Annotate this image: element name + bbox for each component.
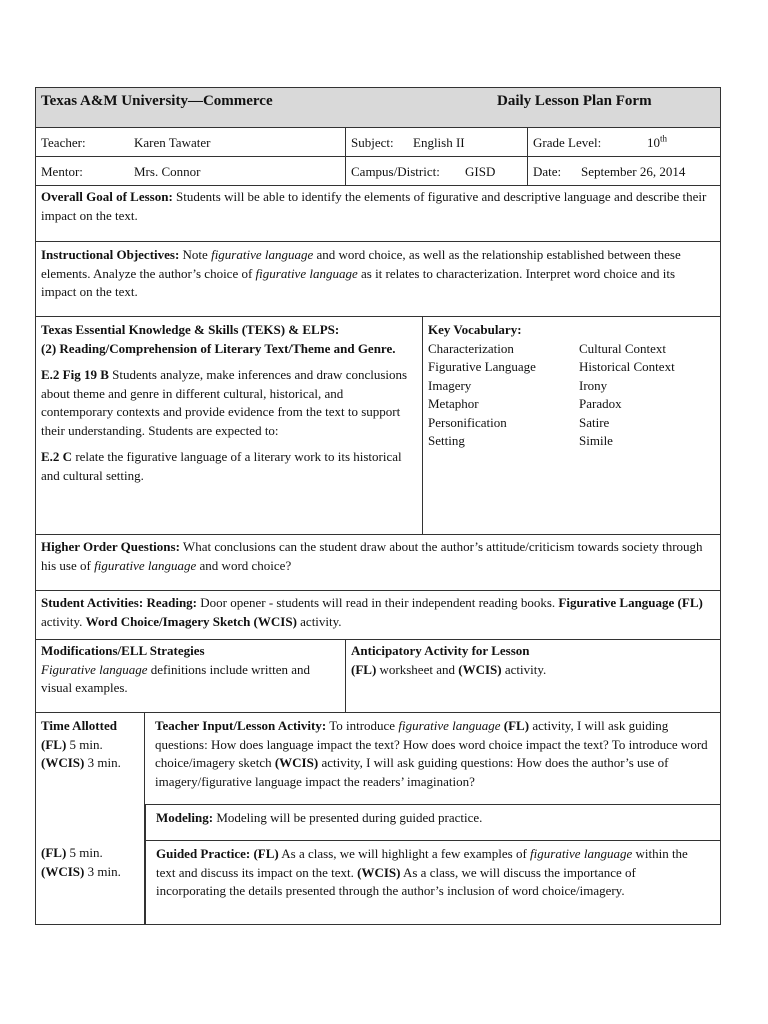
teacher-input-bold-2: (WCIS): [274, 755, 319, 770]
goal-row: [35, 186, 721, 242]
hoq-row: [35, 535, 721, 591]
time-label: Time Allotted: [41, 718, 117, 733]
mods-emphasis: Figurative language: [41, 661, 148, 677]
grade-value: 10: [647, 135, 660, 150]
objectives-emphasis-1: figurative language: [211, 247, 314, 262]
date-label: Date:: [533, 164, 562, 179]
objectives-row: [35, 242, 721, 317]
vocab-word: Cultural Context: [579, 340, 667, 356]
subject-value: English II: [413, 135, 465, 150]
grade-suffix: th: [660, 133, 668, 144]
subject-label: Subject:: [351, 135, 394, 150]
teacher-row: [35, 128, 721, 157]
vocab-word: Imagery: [428, 377, 472, 393]
vocab-word: Historical Context: [579, 359, 675, 374]
vocab-word: Metaphor: [428, 396, 479, 411]
time-fl-value: 5 min.: [66, 736, 103, 752]
vocab-word: Simile: [579, 433, 613, 448]
time-wcis2-value: 3 min.: [84, 863, 121, 879]
objectives-text-1: Note: [179, 247, 212, 262]
teks-e1-text: Students analyze, make inferences and draw conclusions about theme and genre in different cultural, historical, and contemporary contexts and provide evidence from the text to support their understanding. Students are expected to:: [41, 367, 408, 438]
guided-bold-1: (WCIS): [357, 864, 401, 880]
hoq-emphasis: figurative language: [94, 557, 197, 573]
campus-value: GISD: [465, 164, 496, 179]
form-title: Daily Lesson Plan Form: [497, 93, 652, 109]
guided-practice-cell: [145, 841, 720, 924]
anticipatory-cell: [345, 640, 720, 712]
vocab-word: Characterization: [428, 340, 514, 356]
vocab-word: Irony: [579, 377, 608, 393]
goal-label: Overall Goal of Lesson:: [41, 189, 173, 204]
mods-text: definitions include written and visual examples.: [41, 661, 310, 695]
vocab-word: Satire: [579, 414, 610, 430]
grade-cell: [527, 128, 720, 156]
anticipatory-bold-1: (FL): [351, 661, 377, 677]
subject-cell: [345, 128, 527, 156]
objectives-cell: [36, 242, 720, 316]
guided-emphasis: figurative language: [530, 846, 633, 861]
objectives-text-3: as it relates to characterization. Interpret word choice and its impact on the text.: [41, 265, 676, 299]
time-fl-label: (FL): [41, 736, 67, 752]
objectives-label: Instructional Objectives:: [41, 247, 180, 262]
teacher-input-text-1: To introduce: [326, 718, 399, 733]
teks-e2-label: E.2 C: [41, 449, 73, 464]
modeling-text: Modeling will be presented during guided practice.: [213, 810, 483, 825]
objectives-emphasis-2: figurative language: [255, 265, 358, 281]
lesson-plan-form: [35, 87, 721, 925]
teacher-name: Karen Tawater: [134, 135, 211, 150]
activities-text-2: activity.: [41, 613, 86, 629]
vocab-title: Key Vocabulary:: [428, 322, 522, 337]
teks-subtitle: (2) Reading/Comprehension of Literary Text/Theme and Genre.: [41, 340, 396, 356]
activities-text-1: Door opener - students will read in their independent reading books.: [197, 595, 559, 610]
mentor-cell: [36, 157, 345, 185]
goal-cell: [36, 186, 720, 241]
vocab-word: Personification: [428, 414, 507, 430]
teacher-input-bold-1: (FL): [503, 718, 530, 733]
anticipatory-text-1: worksheet and: [376, 661, 459, 677]
time-fl2-label: (FL): [41, 845, 67, 860]
mentor-name: Mrs. Connor: [134, 164, 201, 179]
time-wcis-label: (WCIS): [41, 755, 85, 770]
form-header: [35, 87, 721, 128]
hoq-text-2: and word choice?: [196, 557, 292, 573]
teacher-input-emphasis: figurative language: [398, 718, 501, 733]
time-cell: [36, 713, 144, 924]
date-cell: [527, 157, 720, 185]
time-wcis-value: 3 min.: [84, 755, 121, 770]
teacher-label: Teacher:: [41, 135, 86, 150]
teks-title: Texas Essential Knowledge & Skills (TEKS) & ELPS:: [41, 322, 340, 337]
vocab-word: Paradox: [579, 396, 622, 411]
modeling-label: Modeling:: [156, 810, 214, 825]
teacher-cell: [36, 128, 345, 156]
university-title: Texas A&M University—Commerce: [41, 93, 273, 109]
teks-cell: [36, 317, 422, 534]
time-fl2-value: 5 min.: [66, 845, 103, 860]
objectives-text-2: and word choice, as well as the relationship established between these elements. Analyze the author’s choice of: [41, 247, 681, 281]
campus-label: Campus/District:: [351, 164, 440, 179]
teacher-input-label: Teacher Input/Lesson Activity:: [155, 718, 327, 733]
anticipatory-label: Anticipatory Activity for Lesson: [351, 643, 530, 658]
campus-cell: [345, 157, 527, 185]
activities-row: [35, 591, 721, 640]
guided-text-2: within the text and discuss its impact on the text.: [156, 846, 688, 880]
modeling-cell: [145, 805, 720, 841]
hoq-label: Higher Order Questions:: [41, 539, 180, 554]
goal-text: Students will be able to identify the elements of figurative and descriptive language and describe their impact on the text.: [41, 189, 707, 223]
lesson-activities: [144, 713, 720, 924]
vocab-list: [428, 340, 715, 451]
activities-cell: [36, 591, 720, 639]
mods-row: [35, 640, 721, 713]
time-wcis2-label: (WCIS): [41, 863, 85, 879]
guided-text-3: As a class, we will discuss the importance of incorporating the details presented through the author’s inclusion of word choice/imagery.: [156, 864, 636, 898]
hoq-cell: [36, 535, 720, 590]
hoq-text-1: What conclusions can the student draw about the author’s attitude/criticism towards society through his use of: [41, 539, 703, 573]
activities-bold-1: Figurative Language (FL): [558, 595, 703, 610]
mentor-label: Mentor:: [41, 164, 83, 179]
vocab-word: Figurative Language: [428, 359, 536, 374]
guided-text-1: As a class, we will highlight a few examples of: [278, 846, 531, 861]
date-value: September 26, 2014: [581, 164, 686, 179]
anticipatory-text-2: activity.: [501, 661, 547, 677]
mods-cell: [36, 640, 345, 712]
lesson-row: [35, 713, 721, 925]
teks-vocab-row: [35, 317, 721, 535]
guided-label: Guided Practice: (FL): [156, 846, 279, 861]
anticipatory-bold-2: (WCIS): [458, 661, 502, 677]
activities-bold-2: Word Choice/Imagery Sketch (WCIS): [85, 613, 297, 629]
teks-e1-label: E.2 Fig 19 B: [41, 367, 109, 382]
teacher-input-text-3: activity, I will ask guiding questions: How does language impact the text? How does word choice impact the text? To introduce word choice/imagery sketch: [155, 718, 708, 770]
teacher-input-cell: [145, 713, 720, 805]
activities-text-3: activity.: [296, 613, 342, 629]
activities-label: Student Activities: Reading:: [41, 595, 197, 610]
vocab-cell: [422, 317, 720, 534]
vocab-word: Setting: [428, 433, 465, 448]
grade-label: Grade Level:: [533, 135, 602, 150]
teacher-input-text-4: activity, I will ask guiding questions: How does the author’s use of imagery/figurative language impact the readers’ imagination?: [155, 755, 669, 789]
mentor-row: [35, 157, 721, 186]
teks-e2-text: relate the figurative language of a literary work to its historical and cultural setting.: [41, 449, 402, 483]
mods-label: Modifications/ELL Strategies: [41, 643, 205, 658]
